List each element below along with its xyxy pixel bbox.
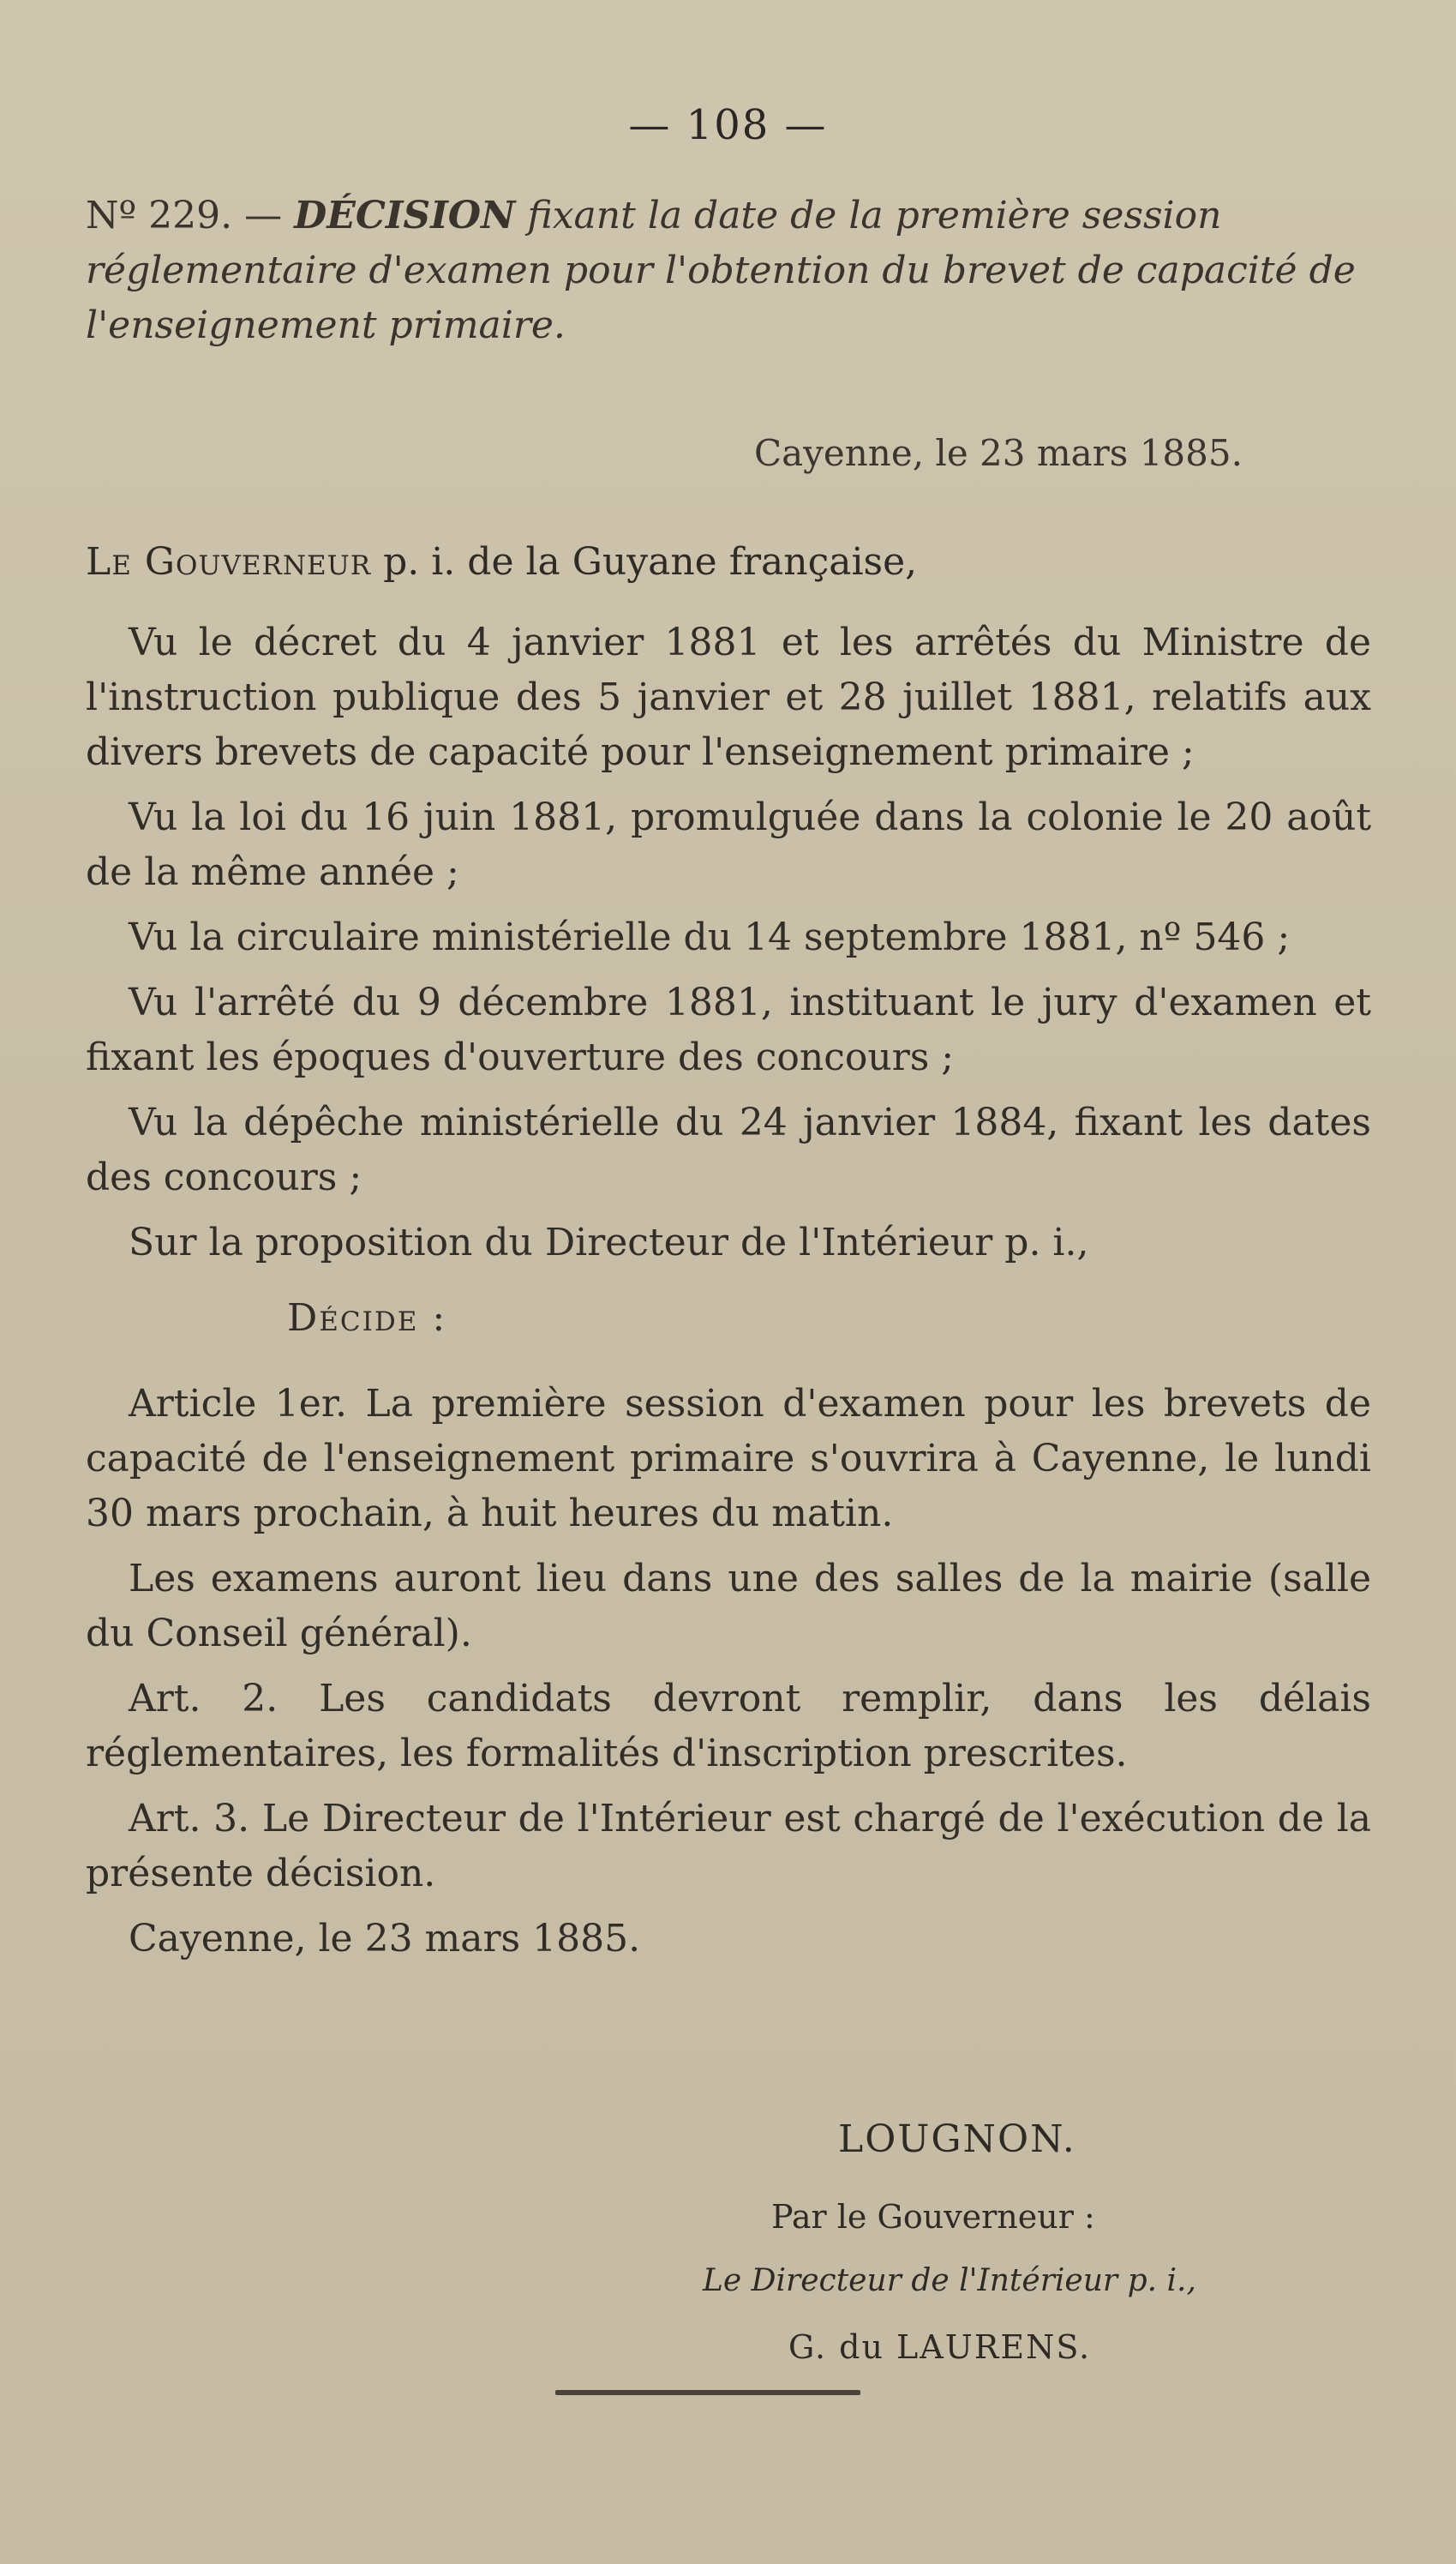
article-paragraph: Article 1er. La première session d'examen pour les brevets de capacité de l'enseignement primaire s'ouvrira à Cayenne, le lundi 30 mars prochain, à huit heures du matin.: [86, 1382, 1371, 1535]
countersigner-role: Le Directeur de l'Intérieur p. i.,: [703, 2263, 1196, 2298]
intro-line: [86, 540, 917, 584]
decision-title-text: fixant la date de la première session réglementaire d'examen pour l'obtention du brevet de capacité de l'enseignement primaire.: [86, 194, 1356, 347]
closing-rule: [555, 2390, 860, 2395]
decision-title-word: DÉCISION: [294, 194, 516, 237]
countersigner-name: G. du LAURENS.: [788, 2328, 1092, 2366]
consideration-paragraph: Vu la dépêche ministérielle du 24 janvier 1884, fixant les dates des concours ;: [86, 1101, 1371, 1199]
dateline: Cayenne, le 23 mars 1885.: [754, 432, 1243, 474]
closing-dateline: Cayenne, le 23 mars 1885.: [129, 1917, 641, 1961]
governor-title: Le Gouverneur: [86, 540, 372, 584]
decide-label: Décide :: [287, 1296, 447, 1340]
consideration-paragraph: Vu la circulaire ministérielle du 14 septembre 1881, nº 546 ;: [129, 916, 1291, 959]
consideration-paragraph: Vu la loi du 16 juin 1881, promulguée dans la colonie le 20 août de la même année ;: [86, 796, 1371, 894]
consideration-paragraph: Vu le décret du 4 janvier 1881 et les arrêtés du Ministre de l'instruction publique des 5 janvier et 28 juillet 1881, relatifs aux divers brevets de capacité pour l'enseignement primaire ;: [86, 621, 1371, 774]
decision-heading: [86, 189, 1371, 353]
signatory-name: LOUGNON.: [838, 2117, 1076, 2161]
article-paragraph: Art. 3. Le Directeur de l'Intérieur est chargé de l'exécution de la présente décision.: [86, 1797, 1371, 1895]
article-paragraph: Les examens auront lieu dans une des salles de la mairie (salle du Conseil général).: [86, 1557, 1371, 1655]
page-number: — 108 —: [628, 101, 828, 149]
consideration-paragraph: Vu l'arrêté du 9 décembre 1881, instituant le jury d'examen et fixant les époques d'ouverture des concours ;: [86, 981, 1371, 1079]
decision-body: [86, 615, 1371, 1977]
signatory-by-line: Par le Gouverneur :: [771, 2198, 1095, 2236]
consideration-paragraph: Sur la proposition du Directeur de l'Intérieur p. i.,: [129, 1221, 1089, 1264]
article-paragraph: Art. 2. Les candidats devront remplir, dans les délais réglementaires, les formalités d'inscription prescrites.: [86, 1677, 1371, 1775]
decision-number: Nº 229. —: [86, 194, 283, 237]
governor-rest: p. i. de la Guyane française,: [371, 540, 918, 584]
